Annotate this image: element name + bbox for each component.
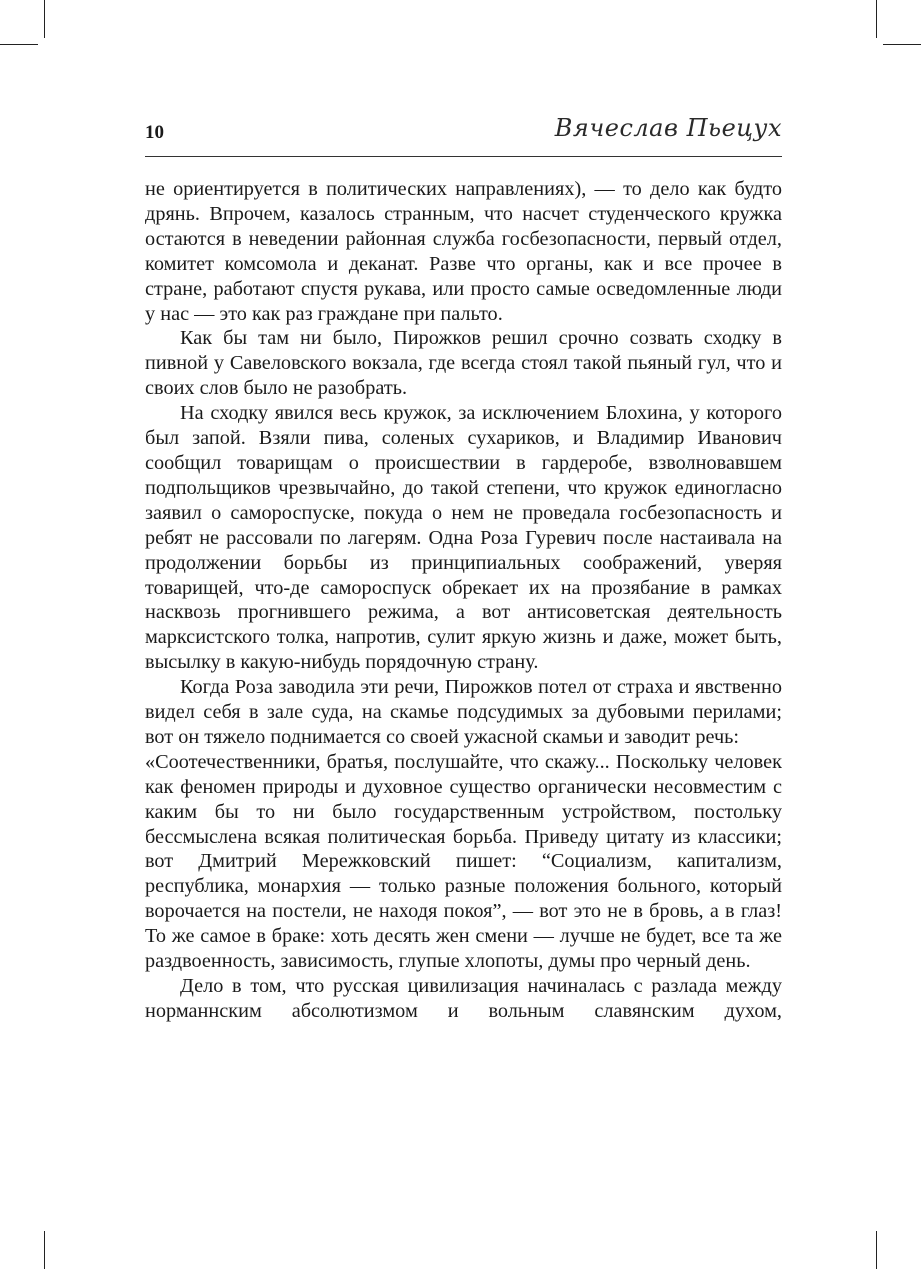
crop-mark-bottom-right — [876, 1231, 877, 1269]
crop-mark-top-left — [44, 0, 45, 38]
paragraph: не ориентируется в политических направлениях), — то дело как будто дрянь. Впрочем, казалось странным, что насчет студенческого кружка остаются в неведении районная служба госбезопасности, первый отдел, комитет комсомола и деканат. Разве что органы, как и все прочее в стране, работают спустя рукава, или просто самые осведомленные люди у нас — это как раз граждане при пальто. — [145, 178, 782, 325]
paragraph: На сходку явился весь кружок, за исключением Блохина, у которого был запой. Взяли пива, соленых сухариков, и Владимир Иванович сообщил товарищам о происшествии в гардеробе, взволновавшем подпольщиков чрезвычайно, до такой степени, что кружок единогласно заявил о самороспуске, покуда о нем не проведала госбезопасность и ребят не рассовали по лагерям. Одна Роза Гуревич после настаивала на продолжении борьбы из принципиальных соображений, уверяя товарищей, что-де самороспуск обрекает их на прозябание в рамках насквозь прогнившего режима, а вот антисоветская деятельность марксистского толка, напротив, сулит яркую жизнь и даже, может быть, высылку в какую-нибудь порядочную страну. — [145, 402, 782, 674]
crop-mark-top-right-h — [883, 44, 921, 45]
crop-mark-top-right — [876, 0, 877, 38]
author-name: Вячеслав Пьецух — [554, 114, 782, 142]
page-number: 10 — [145, 122, 164, 143]
paragraph: «Соотечественники, братья, послушайте, что скажу... Поскольку человек как феномен природы и духовное существо органически несовместим с каким бы то ни было государственным устройством, постольку бессмыслена всякая политическая борьба. Приведу цитату из классики; вот Дмитрий Мережковский пишет: “Социализм, капитализм, республика, монархия — только разные положения больного, который ворочается на постели, не находя покоя”, — вот это не в бровь, а в глаз! То же самое в браке: хоть десять жен смени — лучше не будет, все та же раздвоенность, зависимость, глупые хлопоты, думы про черный день. — [145, 750, 782, 973]
paragraph: Когда Роза заводила эти речи, Пирожков потел от страха и явственно видел себя в зале суда, на скамье подсудимых за дубовыми перилами; вот он тяжело поднимается со своей ужасной скамьи и заводит речь: — [145, 676, 782, 748]
body-text — [145, 177, 782, 1024]
paragraph: Дело в том, что русская цивилизация начиналась с разлада между норманнским абсолютизмом и вольным славянским духом, — [145, 975, 782, 1022]
crop-mark-top-left-h — [0, 44, 38, 45]
running-header — [145, 112, 782, 157]
paragraph: Как бы там ни было, Пирожков решил срочно созвать сходку в пивной у Савеловского вокзала, где всегда стоял такой пьяный гул, что и своих слов было не разобрать. — [145, 327, 782, 400]
crop-mark-bottom-left — [44, 1231, 45, 1269]
